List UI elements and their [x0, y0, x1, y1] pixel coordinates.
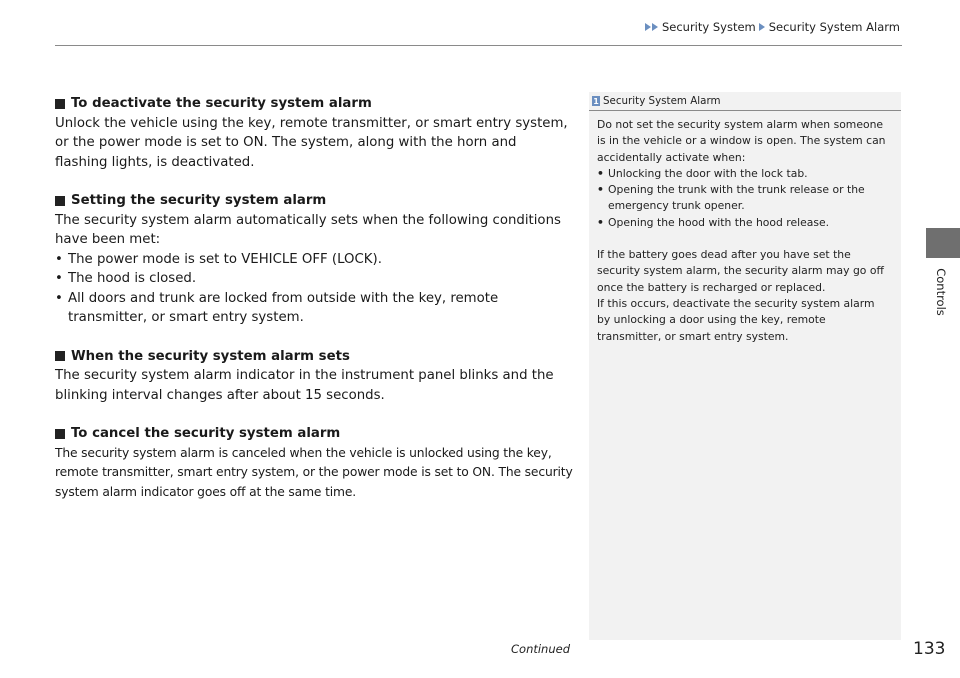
continued-label: Continued [511, 642, 571, 656]
section-heading-text: When the security system alarm sets [71, 348, 350, 364]
section-cancel-alarm [55, 424, 573, 502]
page-number: 133 [913, 639, 946, 659]
sidebar-title: Security System Alarm [603, 95, 721, 107]
sidebar-header [589, 92, 901, 111]
spacer [597, 231, 889, 247]
breadcrumb-arrow-icon [645, 23, 651, 31]
sidebar-body [589, 111, 901, 345]
list-item: • All doors and trunk are locked from outside with the key, remote transmitter, or smart entry system. [55, 289, 573, 328]
list-item: • The hood is closed. [55, 269, 573, 289]
list-item: • Unlocking the door with the lock tab. [597, 166, 889, 182]
section-tab-label [924, 262, 958, 322]
square-bullet-icon [55, 429, 65, 439]
list-item: • Opening the trunk with the trunk release or the emergency trunk opener. [597, 182, 889, 215]
section-tab-text: Controls [934, 268, 948, 316]
sidebar-paragraph: If this occurs, deactivate the security system alarm by unlocking a door using the key, remote transmitter, or smart entry system. [597, 296, 875, 343]
sidebar-paragraph: If the battery goes dead after you have set the security system alarm, the security alarm may go off once the battery is recharged or replaced. [597, 248, 884, 294]
section-heading [55, 424, 573, 444]
section-heading [55, 191, 573, 211]
list-item: • The power mode is set to VEHICLE OFF (LOCK). [55, 250, 573, 270]
section-heading-text: To cancel the security system alarm [71, 426, 341, 441]
breadcrumb [645, 20, 900, 34]
section-body: The security system alarm automatically sets when the following conditions have been met: [55, 212, 561, 247]
condition-list [55, 250, 573, 328]
section-heading [55, 347, 573, 367]
sidebar-intro: Do not set the security system alarm when someone is in the vehicle or a window is open. The system can accidentally activate when: [597, 118, 886, 164]
note-reference-icon: 1 [593, 96, 599, 106]
sidebar-note [589, 92, 901, 640]
section-heading-text: Setting the security system alarm [71, 193, 327, 208]
square-bullet-icon [55, 99, 65, 109]
breadcrumb-arrow-icon [652, 23, 658, 31]
header-rule [55, 45, 902, 46]
section-heading-text: To deactivate the security system alarm [71, 96, 372, 111]
section-alarm-sets [55, 347, 573, 406]
main-content [55, 94, 573, 521]
section-heading [55, 94, 573, 114]
square-bullet-icon [55, 351, 65, 361]
breadcrumb-item-security-system[interactable]: Security System [661, 20, 756, 34]
section-tab-marker [926, 228, 960, 258]
breadcrumb-item-security-system-alarm[interactable]: Security System Alarm [768, 20, 900, 34]
square-bullet-icon [55, 196, 65, 206]
list-item: • Opening the hood with the hood release. [597, 215, 889, 231]
section-deactivate-alarm [55, 94, 573, 172]
section-body: The security system alarm is canceled when the vehicle is unlocked using the key, remote transmitter, smart entry system, or the power mode is set to ON. The security system alarm indicator goes off at the same time. [55, 445, 573, 499]
section-body: Unlock the vehicle using the key, remote transmitter, or smart entry system, or the power mode is set to ON. The system, along with the horn and flashing lights, is deactivated. [55, 115, 568, 170]
breadcrumb-arrow-icon [759, 23, 765, 31]
sidebar-list [597, 166, 889, 231]
section-setting-alarm [55, 191, 573, 328]
section-body: The security system alarm indicator in the instrument panel blinks and the blinking interval changes after about 15 seconds. [55, 368, 554, 403]
